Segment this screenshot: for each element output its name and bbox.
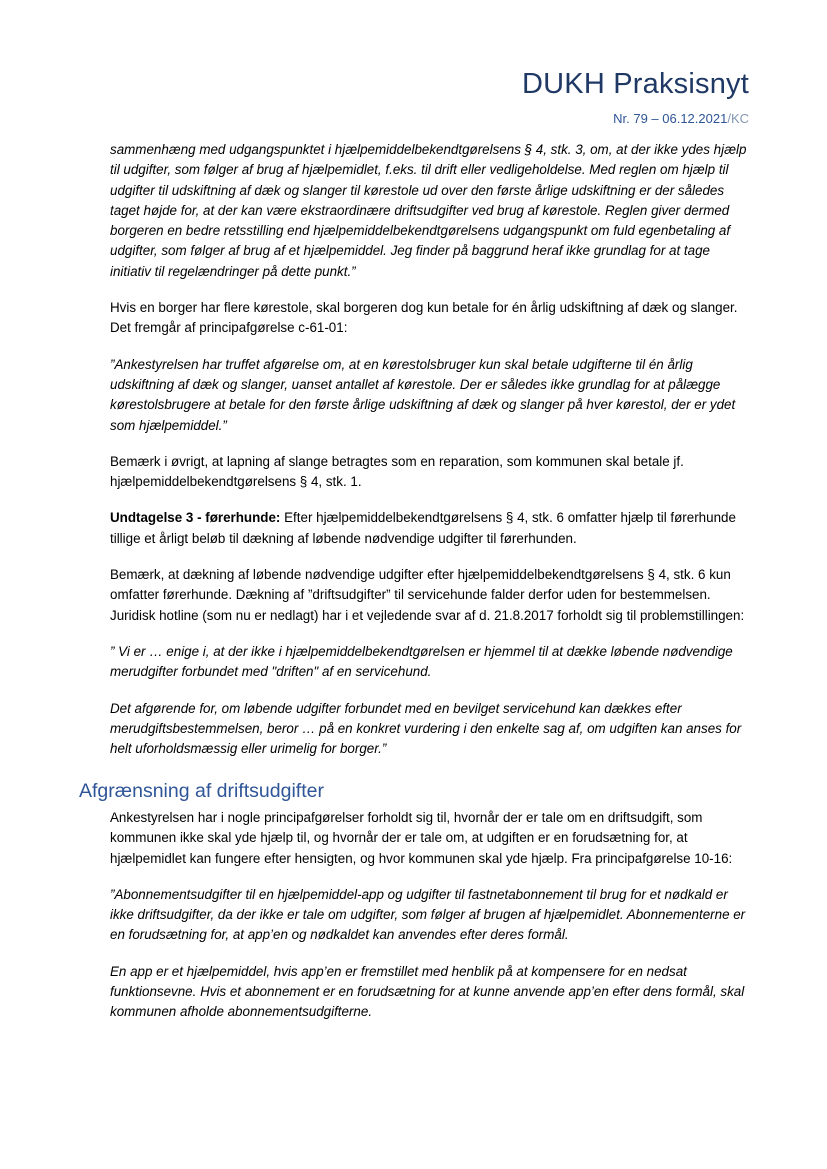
body-paragraph: Hvis en borger har flere kørestole, skal borgeren dog kun betale for én årlig udskiftning af dæk og slanger. Det fremgår af principafgørelse c-61-01: bbox=[110, 300, 738, 336]
section-heading: Afgrænsning af driftsudgifter bbox=[79, 780, 324, 802]
quote-paragraph: ”Ankestyrelsen har truffet afgørelse om, at en kørestolsbruger kun skal betale udgifterne til én årlig udskiftning af dæk og slanger, uanset antallet af kørestole. Der er således ikke grundlag for at pålægge kørestolsbrugere at betale for den første årlige udskiftning af dæk og slanger på hver kørestol, der er ydet som hjælpemiddel.” bbox=[110, 356, 736, 433]
quote-paragraph: ” Vi er … enige i, at der ikke i hjælpemiddelbekendtgørelsen er hjemmel til at dække løbende nødvendige merudgifter forbundet med "driften" af en servicehund. bbox=[110, 643, 733, 680]
issue-number-date: Nr. 79 – 06.12.2021 bbox=[613, 111, 728, 126]
section-body bbox=[110, 808, 750, 1039]
body-text bbox=[110, 140, 750, 775]
exception-text: Efter hjælpemiddelbekendtgørelsens § 4, stk. 6 omfatter hjælp til førerhunde tillige et årligt beløb til dækning af løbende nødvendige udgifter til førerhunden. bbox=[110, 510, 736, 546]
exception-paragraph bbox=[110, 508, 750, 549]
quote-paragraph: Det afgørende for, om løbende udgifter forbundet med en bevilget servicehund kan dækkes efter merudgiftsbestemmelsen, beror … på en konkret vurdering i den enkelte sag af, om udgiften kan anses for helt uforholdsmæssig eller urimelig for borger.” bbox=[110, 700, 742, 757]
publication-title: DUKH Praksisnyt bbox=[522, 68, 749, 100]
author-initials: KC bbox=[730, 111, 749, 126]
issue-line bbox=[613, 111, 749, 126]
body-paragraph: Bemærk i øvrigt, at lapning af slange betragtes som en reparation, som kommunen skal betale jf. hjælpemiddelbekendtgørelsens § 4, stk. 1. bbox=[110, 453, 684, 490]
quote-paragraph: ”Abonnementsudgifter til en hjælpemiddel-app og udgifter til fastnetabonnement til brug for et nødkald er ikke driftsudgifter, da der ikke er tale om udgifter, som følger af brugen af hjælpemidlet. Abonnementerne er en forudsætning for, at app’en og nødkaldet kan anvendes efter deres formål. bbox=[110, 886, 746, 943]
exception-label: Undtagelse 3 - førerhunde: bbox=[110, 510, 281, 526]
quote-paragraph: sammenhæng med udgangspunktet i hjælpemiddelbekendtgørelsens § 4, stk. 3, om, at der ikke ydes hjælp til udgifter, som følger af brug af hjælpemidlet, f.eks. til drift eller vedligeholdelse. Med reglen om hjælp til udgifter til udskiftning af dæk og slanger til kørestole ud over den første årlige udskiftning er der således taget højde for, at der kan være ekstraordinære driftsudgifter ved brug af kørestole. Reglen giver dermed borgeren en bedre retsstilling end hjælpemiddelbekendtgørelsens udgangspunkt om fuld egenbetaling af udgifter, som følger af brug af et hjælpemiddel. Jeg finder på baggrund heraf ikke grundlag for at tage initiativ til regelændringer på dette punkt.” bbox=[110, 142, 747, 279]
body-paragraph: Ankestyrelsen har i nogle principafgørelser forholdt sig til, hvornår der er tale om en driftsudgift, som kommunen ikke skal yde hjælp til, og hvornår der er tale om, at udgiften er en forudsætning for, at hjælpemidlet kan fungere efter hensigten, og hvor kommunen skal yde hjælp. Fra principafgørelse 10-16: bbox=[110, 810, 733, 866]
body-paragraph: Bemærk, at dækning af løbende nødvendige udgifter efter hjælpemiddelbekendtgørelsens § 4, stk. 6 kun omfatter førerhunde. Dækning af ”driftsudgifter” til servicehunde falder derfor uden for bestemmelsen. Juridisk hotline (som nu er nedlagt) har i et vejledende svar af d. 21.8.2017 forholdt sig til problemstillingen: bbox=[110, 567, 745, 623]
quote-paragraph: En app er et hjælpemiddel, hvis app’en er fremstillet med henblik på at kompensere for en nedsat funktionsevne. Hvis et abonnement er en forudsætning for at kunne anvende app’en efter dens formål, skal kommunen afholde abonnementsudgifterne. bbox=[110, 963, 745, 1020]
issue-slash: / bbox=[727, 111, 731, 126]
